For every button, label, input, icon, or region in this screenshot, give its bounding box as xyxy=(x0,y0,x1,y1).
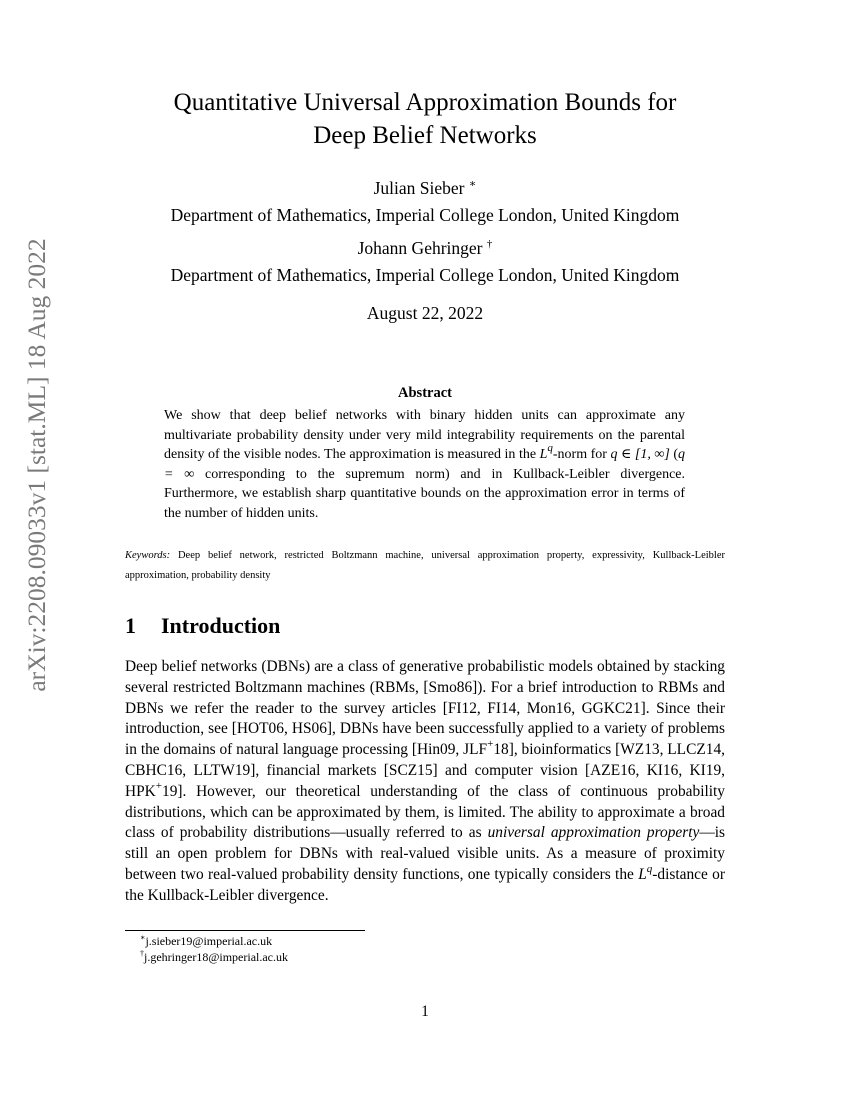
intro-text-1: Deep belief networks (DBNs) are a class of generative probabilistic models obtained by stacking several restricted Boltzmann machines (RBMs, [Smo86]). For a brief introduction to RBMs and DBNs we refer the reader to the survey articles [FI12, FI14, Mon16, GGKC21]. Since their introduction, see [HOT06, HS06], DBNs have been successfully applied to a variety of problems in the domains of natural language processing [Hin09, JLF xyxy=(125,658,725,759)
intro-sup-1: + xyxy=(487,738,494,751)
author-1-name: Julian Sieber xyxy=(373,178,465,198)
author-1-affiliation: Department of Mathematics, Imperial College London, United Kingdom xyxy=(170,205,680,225)
arxiv-identifier: arXiv:2208.09033v1 [stat.ML] 18 Aug 2022 xyxy=(22,238,51,692)
intro-emphasis: universal approximation property xyxy=(487,824,700,842)
title-line-2: Deep Belief Networks xyxy=(313,122,537,149)
footnote-1 xyxy=(140,934,272,949)
footnote-1-mark: ∗ xyxy=(140,933,146,942)
footnote-rule xyxy=(125,930,365,931)
abstract-text-3: ( xyxy=(669,447,678,462)
intro-text-2: 18], bioinformatics [WZ13, LLCZ14, CBHC16, LLTW19], financial markets [SCZ15] and computer vision [AZE16, KI16, KI19, HPK xyxy=(125,741,725,800)
footnote-1-email: j.sieber19@imperial.ac.uk xyxy=(145,934,273,948)
author-1-mark: ∗ xyxy=(468,178,477,190)
arxiv-sidebar xyxy=(12,238,62,692)
footnote-2-mark: † xyxy=(140,949,144,958)
author-2-affiliation: Department of Mathematics, Imperial College London, United Kingdom xyxy=(170,265,680,285)
abstract-q-inf: q = ∞ xyxy=(164,447,685,482)
intro-sup-2: + xyxy=(155,779,163,792)
section-heading xyxy=(125,613,280,639)
abstract-lq-base: L xyxy=(539,447,548,462)
section-title: Introduction xyxy=(161,613,281,638)
footnote-2 xyxy=(140,950,288,965)
section-number: 1 xyxy=(125,613,136,638)
intro-text-3: 19]. However, our theoretical understanding of the class of continuous probability distributions, which can be approximated by them, is limited. The ability to approximate a broad class of probability distributions—usually referred to as xyxy=(125,782,725,842)
keywords-text: Deep belief network, restricted Boltzmann machine, universal approximation property, expressivity, Kullback-Leibler approximation, probability density xyxy=(125,550,725,581)
abstract-q-range: q ∈ [1, ∞] xyxy=(610,447,670,462)
author-2-mark: † xyxy=(486,238,493,250)
abstract-heading: Abstract xyxy=(398,385,452,401)
abstract-lq-sup: q xyxy=(547,442,553,454)
intro-lq-base: L xyxy=(638,865,647,883)
abstract-body xyxy=(164,406,685,523)
title-line-1: Quantitative Universal Approximation Bounds for xyxy=(173,89,677,116)
intro-lq-sup: q xyxy=(646,862,653,875)
author-1 xyxy=(90,178,760,199)
abstract-text-2: -norm for xyxy=(552,447,611,462)
page-number: 1 xyxy=(421,1003,429,1020)
intro-paragraph xyxy=(125,657,725,907)
abstract-text-1: We show that deep belief networks with binary hidden units can approximate any multivariate probability density under very mild integrability requirements on the parental density of the visible nodes. The approximation is measured in the xyxy=(164,408,685,462)
paper-title xyxy=(100,86,750,152)
intro-text-4: —is still an open problem for DBNs with real-valued visible units. As a measure of proximity between two real-valued probability density functions, one typically considers the xyxy=(125,824,726,883)
author-2-name: Johann Gehringer xyxy=(357,238,483,258)
keywords xyxy=(125,546,725,586)
intro-text-5: -distance or the Kullback-Leibler divergence. xyxy=(125,865,726,904)
footnote-2-email: j.gehringer18@imperial.ac.uk xyxy=(144,950,288,964)
keywords-label: Keywords: xyxy=(125,550,171,561)
abstract-text-4: corresponding to the supremum norm) and in Kullback-Leibler divergence. Furthermore, we establish sharp quantitative bounds on the approximation error in terms of the number of hidden units. xyxy=(164,466,685,521)
author-2 xyxy=(90,238,760,259)
paper-date: August 22, 2022 xyxy=(366,303,484,323)
